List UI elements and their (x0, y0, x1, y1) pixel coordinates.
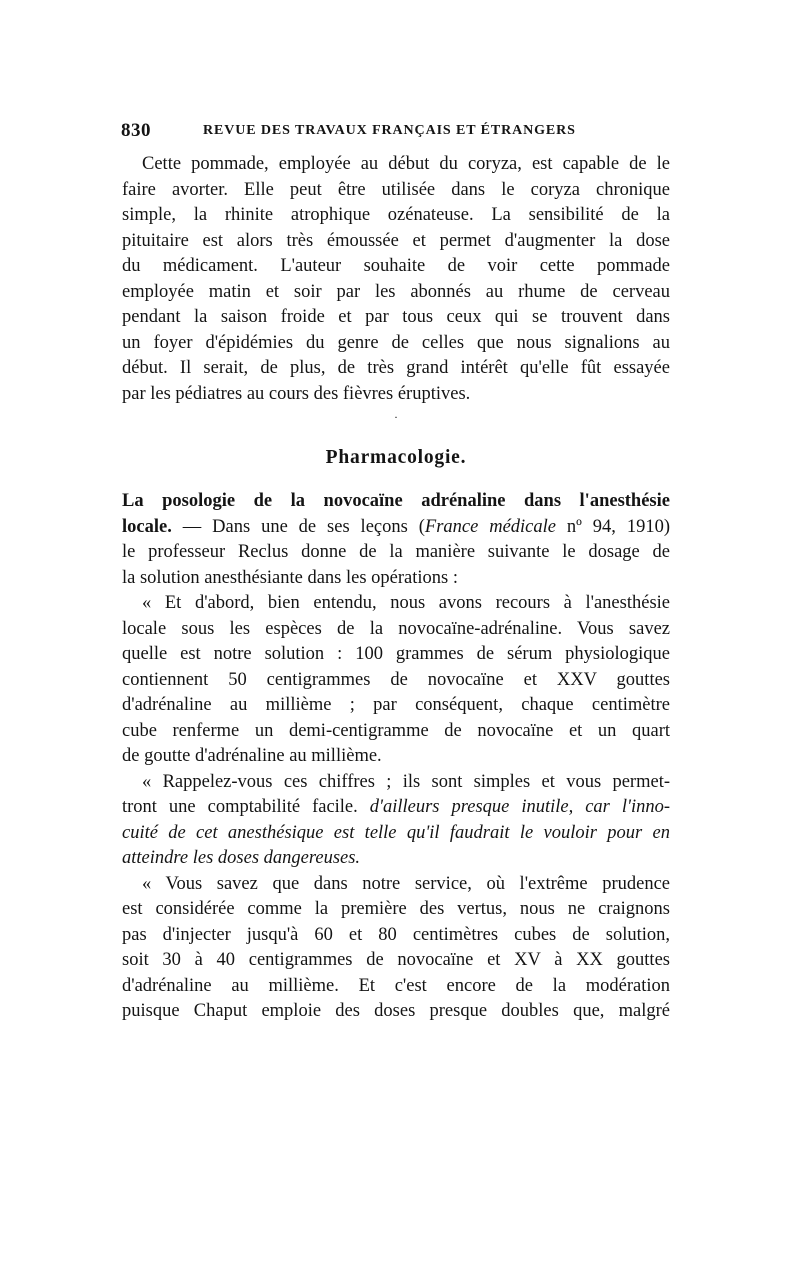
page-number: 830 (121, 120, 151, 141)
italic-line: atteindre les doses dangereuses. (122, 848, 361, 868)
text-line: puisque Chaput emploie des doses presque doubles que, malgré (122, 1001, 670, 1021)
text-line: employée matin et soir par les abonnés au rhume de cerveau (122, 281, 670, 302)
article-posologie (122, 489, 670, 1025)
text-line: quelle est notre solution : 100 grammes de sérum physiologique (122, 644, 670, 664)
text-fragment: tront une comptabilité facile. (122, 797, 370, 817)
running-title: REVUE DES TRAVAUX FRANÇAIS ET ÉTRANGERS (203, 123, 576, 138)
text-line: cube renferme un demi-centigramme de novocaïne et un quart (122, 720, 670, 741)
page-body (122, 152, 670, 1025)
text-line: contiennent 50 centigrammes de novocaïne et XXV gouttes (122, 669, 670, 690)
text-line: faire avorter. Elle peut être utilisée dans le coryza chronique (122, 179, 670, 200)
text-line: par les pédiatres au cours des fièvres éruptives. (122, 383, 471, 404)
section-title: Pharmacologie. (325, 447, 467, 468)
italic-line: cuité de cet anesthésique est telle qu'il faudrait le vouloir pour en (122, 822, 670, 843)
page-header (121, 120, 671, 142)
article-title: La posologie de la novocaïne adrénaline dans l'anesthésie (122, 491, 670, 511)
spacer (122, 473, 670, 489)
text-line: « Et d'abord, bien entendu, nous avons recours à l'anesthésie (142, 593, 670, 613)
text-line: d'adrénaline au millième. Et c'est encore de la modération (122, 975, 670, 996)
text-line: pendant la saison froide et par tous ceux qui se trouvent dans (122, 307, 670, 327)
text-line: locale sous les espèces de la novocaïne-adrénaline. Vous savez (122, 618, 670, 639)
text-line: « Rappelez-vous ces chiffres ; ils sont simples et vous permet- (142, 771, 670, 792)
source-ref: nº 94, 1910) (556, 516, 670, 537)
text-line: est considérée comme la première des vertus, nous ne craignons (122, 899, 670, 919)
text-line: de goutte d'adrénaline au millième. (122, 746, 382, 766)
text-line: un foyer d'épidémies du genre de celles que nous signalions au (122, 332, 670, 353)
text-line: le professeur Reclus donne de la manière suivante le dosage de (122, 542, 670, 562)
text-line: début. Il serait, de plus, de très grand intérêt qu'elle fût essayée (122, 358, 670, 378)
text-line: d'adrénaline au millième ; par conséquent, chaque centimètre (122, 695, 670, 715)
text-line (122, 795, 670, 821)
source-title: France médicale (424, 516, 556, 537)
text-line: la solution anesthésiante dans les opérations : (122, 567, 459, 588)
separator-dot: · (394, 410, 398, 424)
text-line: simple, la rhinite atrophique ozénateuse. La sensibilité de la (122, 205, 670, 225)
text-line: pituitaire est alors très émoussée et permet d'augmenter la dose (122, 230, 670, 251)
text-line: Cette pommade, employée au début du coryza, est capable de le (142, 154, 670, 174)
article-title-end: locale. (122, 516, 172, 537)
text-line: soit 30 à 40 centigrammes de novocaïne et XV à XX gouttes (122, 950, 670, 970)
paragraph-coryza (122, 152, 670, 407)
spacer (122, 427, 670, 443)
text-line (122, 515, 670, 541)
text-line: du médicament. L'auteur souhaite de voir cette pommade (122, 256, 670, 276)
text-line: pas d'injecter jusqu'à 60 et 80 centimètres cubes de solution, (122, 924, 670, 945)
text-line: « Vous savez que dans notre service, où l'extrême prudence (142, 873, 670, 894)
text-fragment: — Dans une de ses leçons ( (171, 516, 425, 537)
italic-fragment: d'ailleurs presque inutile, car l'inno- (369, 797, 670, 817)
